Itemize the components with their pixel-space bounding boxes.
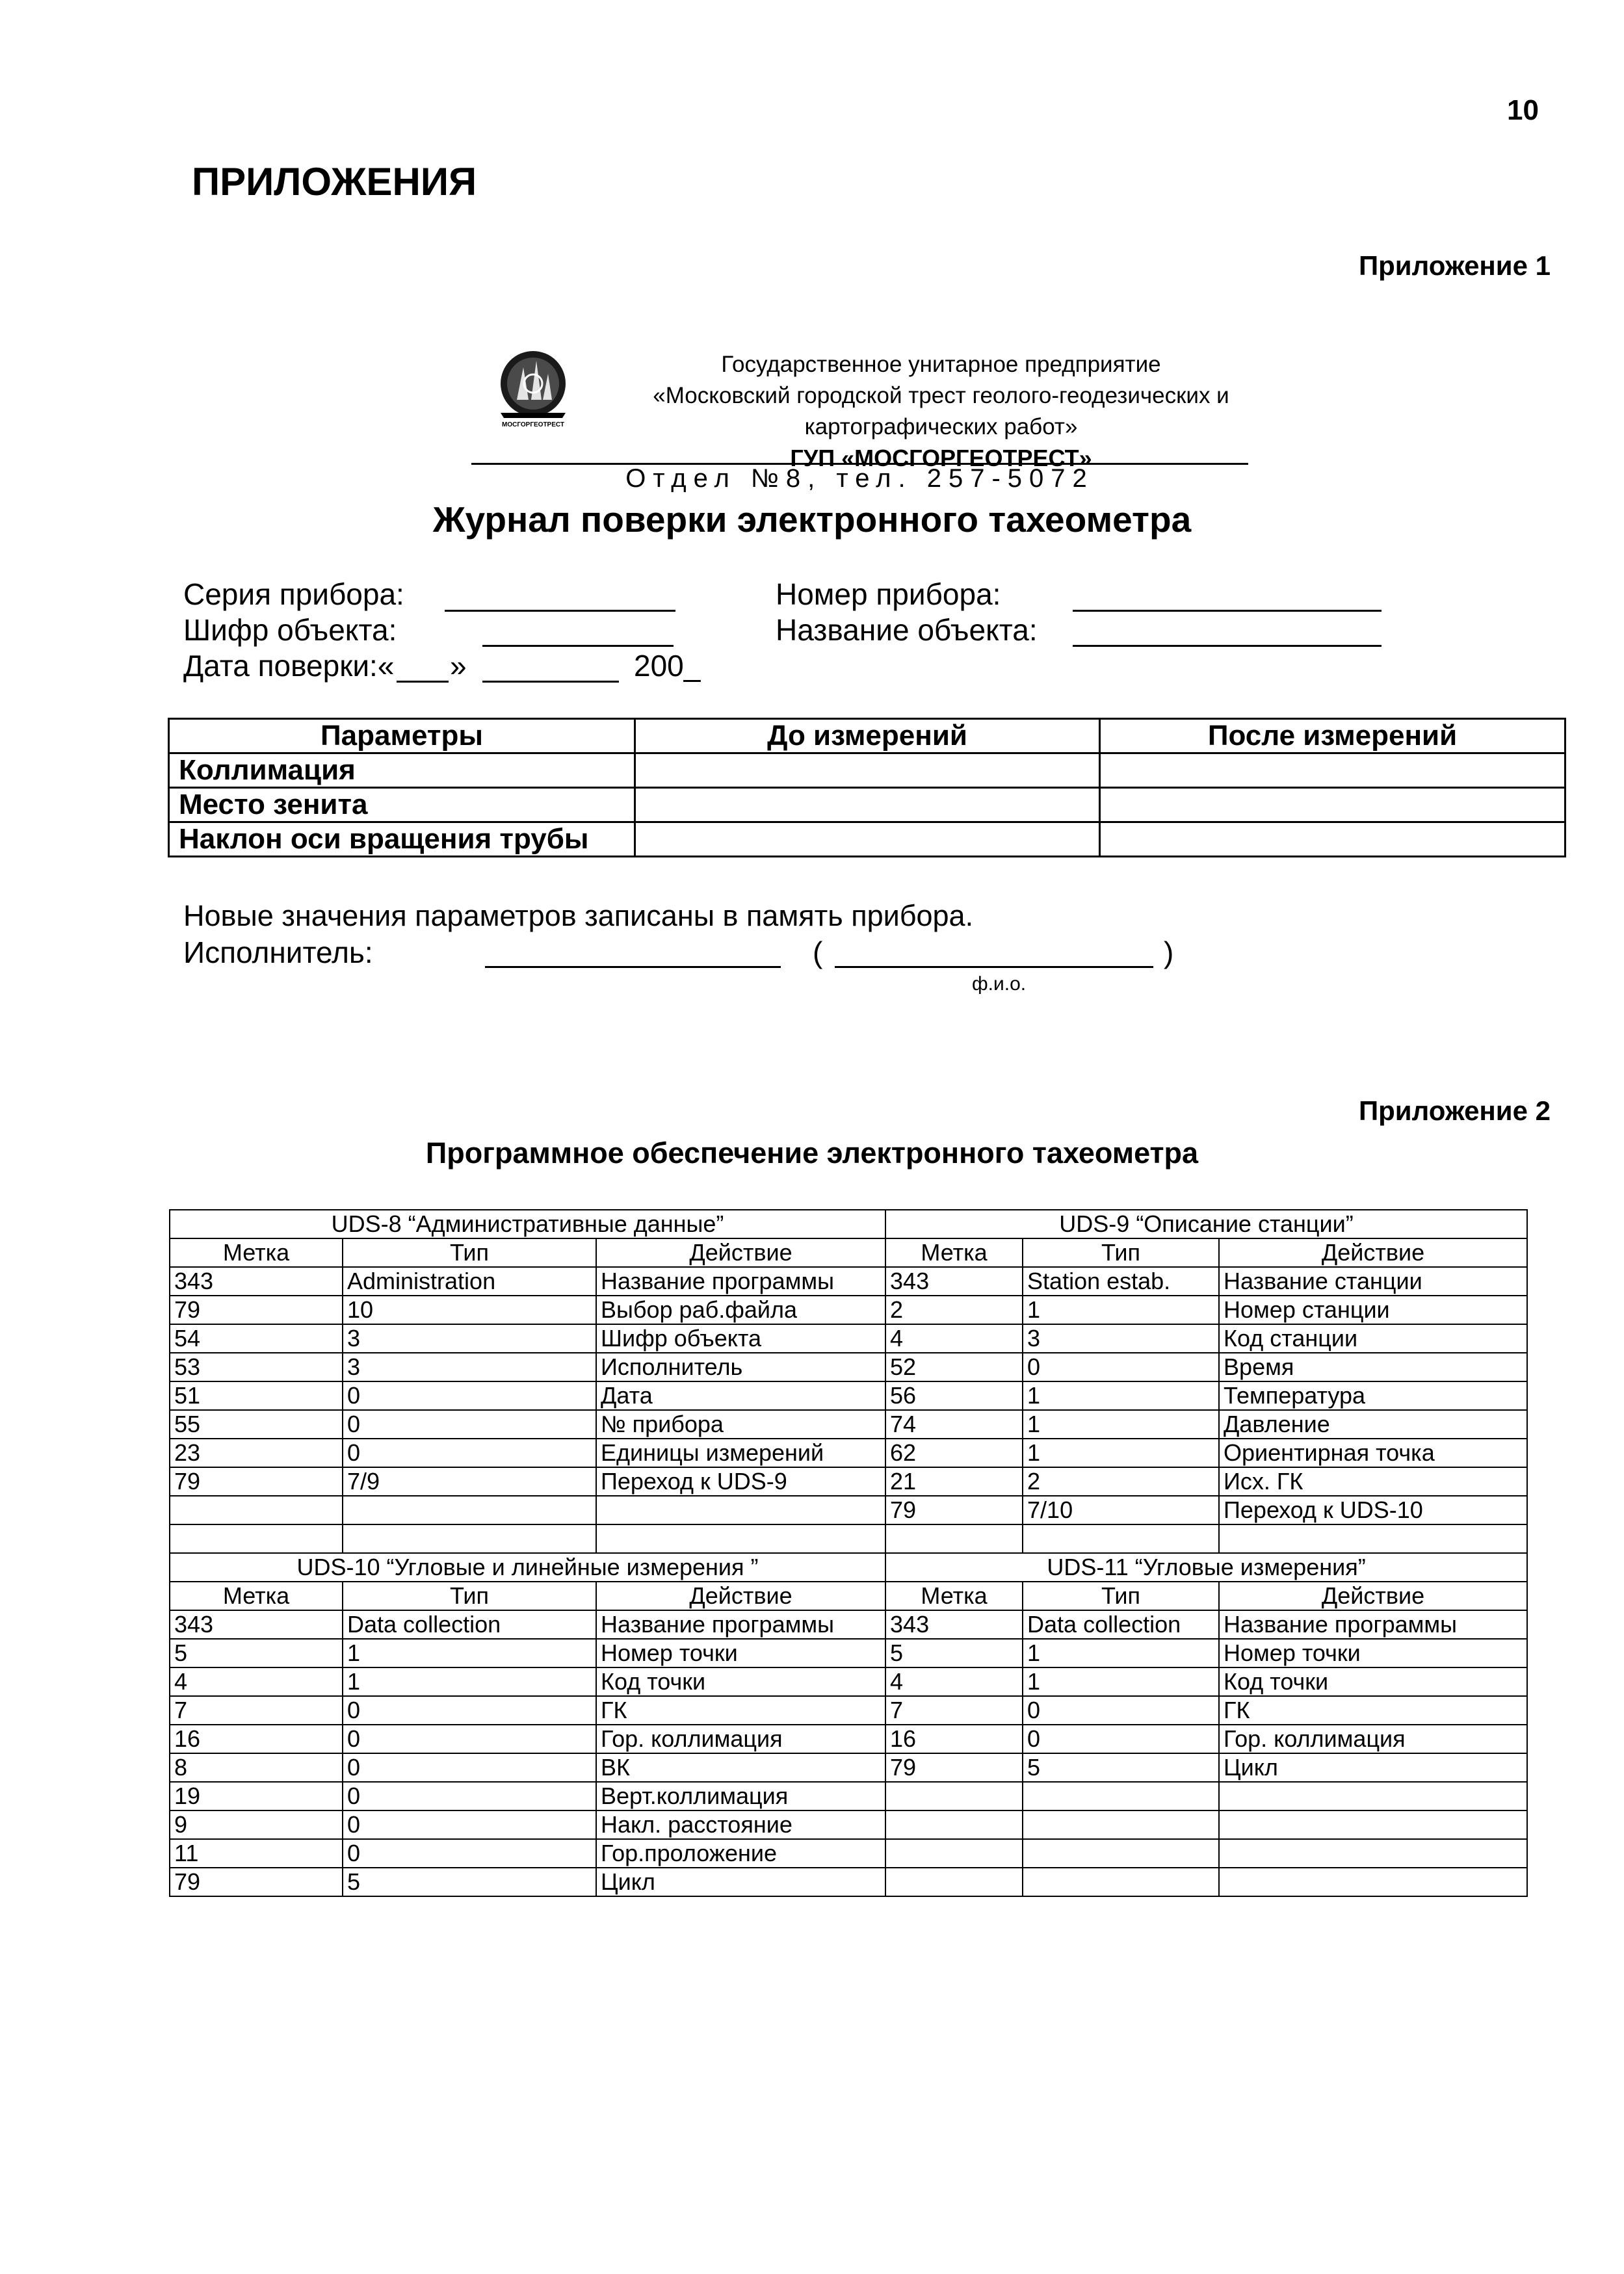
object-name-label: Название объекта:	[776, 613, 1038, 647]
table-cell	[170, 1524, 343, 1553]
table-cell: 4	[885, 1324, 1023, 1353]
table-cell: 9	[170, 1810, 343, 1839]
table-cell: 74	[885, 1410, 1023, 1439]
table-cell: Номер точки	[1219, 1639, 1527, 1667]
param-after-cell[interactable]	[1100, 822, 1565, 857]
table-cell: 2	[1023, 1467, 1219, 1496]
table-cell: Название программы	[596, 1610, 885, 1639]
uds-block-title: UDS-8 “Административные данные”	[170, 1210, 885, 1238]
software-table	[169, 1209, 1528, 1897]
table-cell: № прибора	[596, 1410, 885, 1439]
param-name: Место зенита	[169, 788, 635, 822]
check-date-close: »	[450, 649, 467, 683]
table-cell: Гор. коллимация	[596, 1725, 885, 1753]
page-title: ПРИЛОЖЕНИЯ	[192, 160, 477, 203]
table-cell: Гор.проложение	[596, 1839, 885, 1868]
software-title: Программное обеспечение электронного тахеометра	[425, 1136, 1199, 1170]
table-cell: 0	[1023, 1696, 1219, 1725]
table-cell: Номер точки	[596, 1639, 885, 1667]
uds-title-row	[170, 1553, 1527, 1582]
table-cell	[596, 1524, 885, 1553]
table-cell: 79	[885, 1496, 1023, 1524]
table-cell: 0	[343, 1753, 596, 1782]
table-row	[170, 1667, 1527, 1696]
check-date-year: 200_	[634, 649, 701, 683]
table-cell: 1	[1023, 1296, 1219, 1324]
column-header: Тип	[1023, 1582, 1219, 1610]
table-cell	[170, 1496, 343, 1524]
table-cell	[1219, 1782, 1527, 1810]
table-cell: Переход к UDS-10	[1219, 1496, 1527, 1524]
table-cell: Исх. ГК	[1219, 1467, 1527, 1496]
table-cell: 1	[343, 1639, 596, 1667]
table-row	[170, 1324, 1527, 1353]
column-header: Метка	[885, 1238, 1023, 1267]
table-cell: 0	[1023, 1353, 1219, 1381]
table-cell: Давление	[1219, 1410, 1527, 1439]
column-header: Метка	[170, 1582, 343, 1610]
params-header: Параметры	[169, 719, 635, 753]
org-line-2: «Московский городской трест геолого-геодезических и	[653, 383, 1229, 408]
table-cell: 21	[885, 1467, 1023, 1496]
table-cell: ГК	[596, 1696, 885, 1725]
table-cell: Название программы	[1219, 1610, 1527, 1639]
param-after-cell[interactable]	[1100, 753, 1565, 788]
param-name: Наклон оси вращения трубы	[169, 822, 635, 857]
param-name: Коллимация	[169, 753, 635, 788]
table-cell: 1	[1023, 1639, 1219, 1667]
executor-label: Исполнитель:	[183, 935, 373, 969]
table-cell: 51	[170, 1381, 343, 1410]
table-cell: 79	[885, 1753, 1023, 1782]
table-row	[170, 1839, 1527, 1868]
params-row	[169, 822, 1565, 857]
uds-block-title: UDS-10 “Угловые и линейные измерения ”	[170, 1553, 885, 1582]
table-cell: ГК	[1219, 1696, 1527, 1725]
table-cell	[1023, 1839, 1219, 1868]
device-series-blank[interactable]	[445, 610, 675, 612]
table-cell	[1023, 1524, 1219, 1553]
column-header: Тип	[343, 1582, 596, 1610]
table-cell: 62	[885, 1439, 1023, 1467]
table-cell: 0	[343, 1782, 596, 1810]
table-cell: 1	[343, 1667, 596, 1696]
table-cell: 79	[170, 1296, 343, 1324]
device-number-label: Номер прибора:	[776, 577, 1001, 611]
table-cell: 7/9	[343, 1467, 596, 1496]
table-cell: Номер станции	[1219, 1296, 1527, 1324]
table-cell: Гор. коллимация	[1219, 1725, 1527, 1753]
appendix-1-label: Приложение 1	[1358, 250, 1551, 281]
table-cell: Код станции	[1219, 1324, 1527, 1353]
table-cell: Station estab.	[1023, 1267, 1219, 1296]
mosgorgeotrest-logo	[491, 348, 575, 432]
table-cell: 5	[885, 1639, 1023, 1667]
table-cell: Название станции	[1219, 1267, 1527, 1296]
table-cell: 0	[343, 1810, 596, 1839]
table-cell: Код точки	[596, 1667, 885, 1696]
table-cell	[343, 1496, 596, 1524]
table-row	[170, 1639, 1527, 1667]
column-header: Тип	[343, 1238, 596, 1267]
table-cell: 0	[1023, 1725, 1219, 1753]
device-series-label: Серия прибора:	[183, 577, 404, 611]
table-cell	[885, 1810, 1023, 1839]
column-header: Метка	[170, 1238, 343, 1267]
table-cell: Переход к UDS-9	[596, 1467, 885, 1496]
table-cell: 7	[170, 1696, 343, 1725]
column-header: Действие	[1219, 1238, 1527, 1267]
journal-title: Журнал поверки электронного тахеометра	[432, 499, 1192, 540]
logo-lettering: МОСГОРГЕОТРЕСТ	[502, 421, 564, 428]
table-cell: 343	[170, 1267, 343, 1296]
table-cell: 16	[885, 1725, 1023, 1753]
params-row	[169, 753, 1565, 788]
fio-label: ф.и.о.	[972, 973, 1027, 995]
table-cell: Единицы измерений	[596, 1439, 885, 1467]
object-name-blank[interactable]	[1073, 645, 1382, 647]
table-cell: 1	[1023, 1439, 1219, 1467]
table-cell: 0	[343, 1410, 596, 1439]
table-cell: Шифр объекта	[596, 1324, 885, 1353]
params-header-row	[169, 719, 1565, 753]
params-header: До измерений	[635, 719, 1100, 753]
table-cell: 0	[343, 1439, 596, 1467]
table-cell: 79	[170, 1467, 343, 1496]
table-cell: 8	[170, 1753, 343, 1782]
table-cell: 1	[1023, 1381, 1219, 1410]
table-cell: Data collection	[343, 1610, 596, 1639]
column-header: Действие	[596, 1582, 885, 1610]
table-cell: Data collection	[1023, 1610, 1219, 1639]
table-cell: 0	[343, 1839, 596, 1868]
table-cell: Название программы	[596, 1267, 885, 1296]
table-cell: 4	[170, 1667, 343, 1696]
param-after-cell[interactable]	[1100, 788, 1565, 822]
table-cell: 5	[343, 1868, 596, 1896]
memory-note: Новые значения параметров записаны в память прибора.	[183, 899, 974, 932]
table-cell	[885, 1524, 1023, 1553]
org-short-name: ГУП «МОСГОРГЕОТРЕСТ»	[790, 445, 1092, 471]
table-row	[170, 1610, 1527, 1639]
table-cell	[1219, 1839, 1527, 1868]
table-cell: Код точки	[1219, 1667, 1527, 1696]
table-cell: 343	[885, 1267, 1023, 1296]
table-cell: Цикл	[596, 1868, 885, 1896]
column-header: Тип	[1023, 1238, 1219, 1267]
table-row	[170, 1439, 1527, 1467]
table-cell: 1	[1023, 1667, 1219, 1696]
table-row	[170, 1725, 1527, 1753]
check-date-day-blank[interactable]	[397, 681, 449, 683]
uds-block-title: UDS-11 “Угловые измерения”	[885, 1553, 1527, 1582]
check-date-month-blank[interactable]	[482, 681, 619, 683]
column-header: Действие	[596, 1238, 885, 1267]
object-code-label: Шифр объекта:	[183, 613, 397, 647]
table-row	[170, 1267, 1527, 1296]
table-row	[170, 1782, 1527, 1810]
table-cell	[885, 1868, 1023, 1896]
table-cell	[885, 1782, 1023, 1810]
table-row	[170, 1810, 1527, 1839]
executor-name-blank[interactable]	[835, 966, 1153, 968]
table-cell: 1	[1023, 1410, 1219, 1439]
table-row	[170, 1410, 1527, 1439]
table-row	[170, 1753, 1527, 1782]
table-cell	[1219, 1524, 1527, 1553]
table-cell: 3	[343, 1353, 596, 1381]
table-cell	[1219, 1868, 1527, 1896]
table-cell	[885, 1839, 1023, 1868]
appendix-2-label: Приложение 2	[1358, 1095, 1551, 1126]
table-cell: 16	[170, 1725, 343, 1753]
table-cell: 4	[885, 1667, 1023, 1696]
table-cell: 5	[170, 1639, 343, 1667]
params-header: После измерений	[1100, 719, 1565, 753]
table-row	[170, 1868, 1527, 1896]
table-cell: Цикл	[1219, 1753, 1527, 1782]
table-row	[170, 1353, 1527, 1381]
executor-signature-blank[interactable]	[485, 966, 781, 968]
paren-close: )	[1164, 935, 1174, 969]
table-cell: 19	[170, 1782, 343, 1810]
org-line-1: Государственное унитарное предприятие	[721, 352, 1161, 377]
table-cell: 56	[885, 1381, 1023, 1410]
table-cell: Administration	[343, 1267, 596, 1296]
organization-header	[579, 349, 1303, 474]
table-row	[170, 1696, 1527, 1725]
page-number: 10	[1507, 94, 1539, 126]
param-before-cell[interactable]	[635, 822, 1100, 857]
table-cell: 343	[885, 1610, 1023, 1639]
table-cell	[1023, 1782, 1219, 1810]
table-cell	[343, 1524, 596, 1553]
device-number-blank[interactable]	[1073, 610, 1382, 612]
table-cell: 3	[1023, 1324, 1219, 1353]
table-cell: 0	[343, 1696, 596, 1725]
uds-title-row	[170, 1210, 1527, 1238]
table-cell: Температура	[1219, 1381, 1527, 1410]
table-cell: 7	[885, 1696, 1023, 1725]
column-header-row	[170, 1582, 1527, 1610]
table-row	[170, 1524, 1527, 1553]
params-table	[168, 718, 1566, 857]
table-cell: 11	[170, 1839, 343, 1868]
table-cell: 0	[343, 1725, 596, 1753]
param-before-cell[interactable]	[635, 788, 1100, 822]
org-line-3: картографических работ»	[804, 414, 1078, 439]
table-cell	[1219, 1810, 1527, 1839]
table-row	[170, 1496, 1527, 1524]
table-cell: Исполнитель	[596, 1353, 885, 1381]
column-header-row	[170, 1238, 1527, 1267]
column-header: Действие	[1219, 1582, 1527, 1610]
table-cell: Дата	[596, 1381, 885, 1410]
table-cell: 23	[170, 1439, 343, 1467]
table-cell: ВК	[596, 1753, 885, 1782]
table-row	[170, 1381, 1527, 1410]
table-cell	[596, 1496, 885, 1524]
check-date-label: Дата поверки:«	[183, 649, 395, 683]
table-cell	[1023, 1868, 1219, 1896]
table-cell: Выбор раб.файла	[596, 1296, 885, 1324]
table-cell: Верт.коллимация	[596, 1782, 885, 1810]
paren-open: (	[813, 935, 823, 969]
table-cell: 7/10	[1023, 1496, 1219, 1524]
params-row	[169, 788, 1565, 822]
table-cell: Накл. расстояние	[596, 1810, 885, 1839]
table-cell: 55	[170, 1410, 343, 1439]
table-cell	[1023, 1810, 1219, 1839]
table-cell: 54	[170, 1324, 343, 1353]
table-cell: 10	[343, 1296, 596, 1324]
object-code-blank[interactable]	[482, 645, 674, 647]
table-cell: 3	[343, 1324, 596, 1353]
table-cell: 0	[343, 1381, 596, 1410]
table-cell: Ориентирная точка	[1219, 1439, 1527, 1467]
table-cell: 53	[170, 1353, 343, 1381]
table-row	[170, 1467, 1527, 1496]
table-row	[170, 1296, 1527, 1324]
param-before-cell[interactable]	[635, 753, 1100, 788]
department-line: Отдел №8, тел. 257-5072	[625, 464, 1094, 493]
column-header: Метка	[885, 1582, 1023, 1610]
table-cell: 52	[885, 1353, 1023, 1381]
table-cell: 343	[170, 1610, 343, 1639]
uds-block-title: UDS-9 “Описание станции”	[885, 1210, 1527, 1238]
table-cell: 79	[170, 1868, 343, 1896]
table-cell: 2	[885, 1296, 1023, 1324]
table-cell: Время	[1219, 1353, 1527, 1381]
table-cell: 5	[1023, 1753, 1219, 1782]
